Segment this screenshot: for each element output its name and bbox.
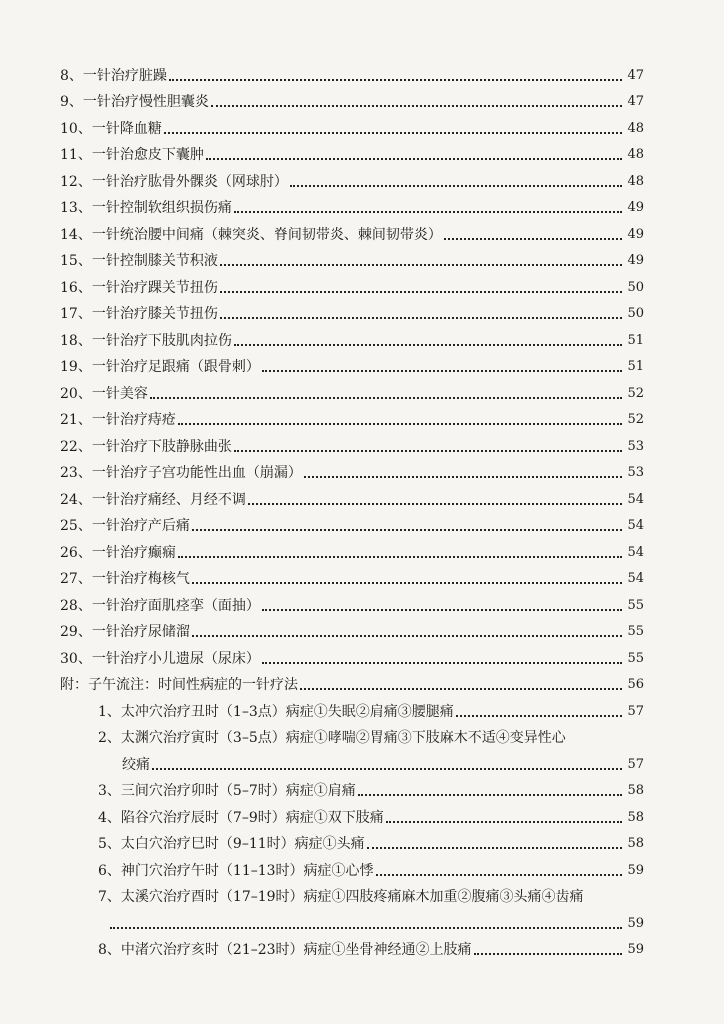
toc-entry [60, 535, 644, 562]
toc-entry [60, 244, 644, 271]
entry-number: 1、 [98, 703, 121, 720]
entry-number: 30、 [60, 650, 92, 667]
toc-entry [60, 297, 644, 324]
toc-entry [60, 509, 644, 536]
leader-dots [150, 393, 622, 399]
entry-number: 23、 [60, 465, 92, 481]
leader-dots [220, 313, 622, 319]
appendix-title: 子午流注：时间性病症的一针疗法 [88, 677, 298, 693]
entry-title: 陷谷穴治疗辰时（7–9时）病症①双下肢痛 [120, 809, 384, 826]
leader-dots [152, 764, 622, 770]
entry-page: 57 [627, 703, 644, 719]
toc-entry [60, 138, 644, 165]
toc-entry [60, 482, 644, 509]
entry-title: 一针治疗下肢静脉曲张 [91, 438, 232, 455]
entry-title: 太白穴治疗巳时（9–11时）病症①头痛 [120, 836, 365, 852]
toc-entry [60, 164, 644, 191]
entry-title: 一针降血糖 [91, 120, 162, 137]
appendix-sub-entry [60, 721, 644, 748]
appendix-label: 附： [60, 677, 88, 693]
toc-entry [60, 323, 644, 350]
entry-number: 25、 [60, 518, 92, 534]
toc-entry [60, 191, 644, 218]
entry-title: 一针统治腰中间痛（棘突炎、脊间韧带炎、棘间韧带炎） [91, 226, 442, 243]
entry-title: 三间穴治疗卯时（5–7时）病症①肩痛 [120, 783, 356, 799]
entry-page: 48 [627, 147, 644, 162]
entry-title: 一针治疗癫痫 [91, 544, 176, 561]
leader-dots [300, 684, 622, 690]
entry-title: 一针治疗尿储溜 [91, 624, 190, 640]
entry-title: 一针治疗踝关节扭伤 [91, 279, 218, 296]
entry-number: 27、 [60, 571, 92, 587]
appendix-sub-entry [60, 827, 644, 854]
entry-number: 10、 [60, 120, 92, 137]
entry-page: 53 [627, 438, 644, 454]
entry-number: 12、 [60, 173, 92, 190]
entry-page: 47 [627, 94, 644, 109]
leader-dots [234, 207, 622, 213]
leader-dots [358, 790, 622, 796]
entry-page: 49 [627, 226, 644, 242]
appendix-entry [60, 668, 644, 695]
entry-number: 8、 [98, 942, 121, 958]
appendix-sub-entry [60, 694, 644, 721]
appendix-sub-entry-continuation [60, 906, 644, 933]
leader-dots [290, 181, 622, 187]
entry-page: 49 [627, 253, 644, 268]
entry-title: 太渊穴治疗寅时（3–5点）病症①哮喘②胃痛③下肢麻木不适④变异性心 [120, 730, 566, 746]
entry-page: 53 [627, 465, 644, 480]
toc-entry [60, 429, 644, 456]
entry-title: 一针治疗痛经、月经不调 [91, 491, 246, 508]
entry-title: 一针治疗慢性胆囊炎 [82, 94, 209, 110]
entry-number: 2、 [98, 730, 121, 746]
entry-page: 54 [627, 544, 644, 560]
entry-page: 52 [627, 412, 644, 427]
leader-dots [367, 843, 622, 849]
entry-number: 28、 [60, 597, 92, 614]
toc-entry [60, 350, 644, 377]
entry-page: 58 [627, 836, 644, 851]
entry-page: 59 [627, 915, 644, 931]
entry-title: 一针治疗小儿遗尿（尿床） [91, 650, 260, 667]
entry-page: 48 [627, 120, 644, 136]
entry-page: 59 [627, 942, 644, 957]
entry-page: 51 [627, 332, 644, 348]
leader-dots [234, 446, 622, 452]
entry-title: 一针治疗梅核气 [91, 571, 190, 587]
entry-number: 17、 [60, 306, 92, 322]
leader-dots [164, 128, 622, 134]
entry-number: 19、 [60, 359, 92, 375]
entry-page: 49 [627, 200, 644, 215]
entry-title-continued: 绞痛 [122, 756, 150, 773]
entry-title: 一针治疗痔疮 [91, 412, 176, 428]
entry-page: 54 [627, 571, 644, 586]
toc-entry [60, 58, 644, 85]
entry-page: 54 [627, 491, 644, 507]
entry-number: 26、 [60, 544, 92, 561]
entry-title: 一针控制膝关节积液 [91, 253, 218, 269]
toc-entry [60, 270, 644, 297]
entry-title: 神门穴治疗午时（11–13时）病症①心悸 [120, 862, 374, 879]
entry-page: 47 [627, 67, 644, 83]
toc-entry [60, 403, 644, 430]
leader-dots [110, 923, 622, 929]
entry-number: 8、 [60, 67, 83, 84]
toc-entry [60, 217, 644, 244]
entry-number: 20、 [60, 385, 92, 402]
entry-page: 52 [627, 385, 644, 401]
leader-dots [220, 287, 622, 293]
entry-title: 太溪穴治疗酉时（17–19时）病症①四肢疼痛麻木加重②腹痛③头痛④齿痛 [120, 889, 584, 905]
appendix-sub-entry [60, 933, 644, 960]
entry-title: 一针治疗面肌痉挛（面抽） [91, 597, 260, 614]
entry-title: 一针治疗产后痛 [91, 518, 190, 534]
entry-number: 18、 [60, 332, 92, 349]
entry-page: 54 [627, 518, 644, 533]
toc-entry [60, 456, 644, 483]
entry-number: 13、 [60, 200, 92, 216]
entry-number: 3、 [98, 783, 121, 799]
leader-dots [304, 472, 622, 478]
leader-dots [192, 525, 622, 531]
entry-number: 11、 [60, 147, 92, 163]
entry-title: 一针治疗下肢肌肉拉伤 [91, 332, 232, 349]
toc-entry [60, 85, 644, 112]
leader-dots [456, 711, 622, 717]
appendix-sub-entry [60, 853, 644, 880]
leader-dots [386, 817, 622, 823]
entry-number: 16、 [60, 279, 92, 296]
leader-dots [220, 260, 622, 266]
leader-dots [169, 75, 622, 81]
table-of-contents [60, 58, 644, 959]
entry-number: 24、 [60, 491, 92, 508]
appendix-sub-entry [60, 774, 644, 801]
entry-title: 一针治愈皮下囊肿 [91, 147, 204, 163]
toc-entry [60, 562, 644, 589]
leader-dots [192, 631, 622, 637]
entry-title: 一针治疗子宫功能性出血（崩漏） [91, 465, 302, 481]
toc-entry [60, 615, 644, 642]
entry-number: 4、 [98, 809, 121, 826]
entry-page: 55 [627, 597, 644, 613]
leader-dots [178, 552, 622, 558]
toc-entry [60, 376, 644, 403]
leader-dots [262, 605, 622, 611]
entry-page: 58 [627, 783, 644, 798]
entry-title: 一针治疗足跟痛（跟骨刺） [91, 359, 260, 375]
entry-title: 一针控制软组织损伤痛 [91, 200, 232, 216]
entry-title: 中渚穴治疗亥时（21–23时）病症①坐骨神经通②上肢痛 [120, 942, 472, 958]
entry-page: 50 [627, 306, 644, 321]
entry-number: 21、 [60, 412, 92, 428]
entry-page: 55 [627, 650, 644, 666]
toc-entry [60, 641, 644, 668]
leader-dots [178, 419, 622, 425]
entry-number: 22、 [60, 438, 92, 455]
entry-page: 56 [627, 677, 644, 692]
entry-page: 57 [627, 756, 644, 772]
entry-page: 51 [627, 359, 644, 374]
entry-number: 14、 [60, 226, 92, 243]
entry-title: 一针美容 [91, 385, 148, 402]
entry-title: 一针治疗肱骨外髁炎（网球肘） [91, 173, 288, 190]
leader-dots [262, 366, 622, 372]
entry-title: 一针治疗脏躁 [82, 67, 167, 84]
leader-dots [192, 578, 622, 584]
leader-dots [474, 949, 622, 955]
entry-page: 55 [627, 624, 644, 639]
toc-entry [60, 111, 644, 138]
entry-number: 9、 [60, 94, 83, 110]
entry-title: 太冲穴治疗丑时（1–3点）病症①失眠②肩痛③腰腿痛 [120, 703, 454, 720]
entry-page: 58 [627, 809, 644, 825]
leader-dots [234, 340, 622, 346]
appendix-sub-entry [60, 800, 644, 827]
entry-page: 59 [627, 862, 644, 878]
appendix-sub-entry-continuation [60, 747, 644, 774]
entry-page: 48 [627, 173, 644, 189]
entry-number: 5、 [98, 836, 121, 852]
toc-entry [60, 588, 644, 615]
entry-number: 7、 [98, 889, 121, 905]
entry-page: 50 [627, 279, 644, 295]
leader-dots [444, 234, 622, 240]
entry-number: 29、 [60, 624, 92, 640]
leader-dots [206, 154, 622, 160]
leader-dots [262, 658, 622, 664]
leader-dots [376, 870, 622, 876]
entry-number: 15、 [60, 253, 92, 269]
leader-dots [211, 101, 622, 107]
appendix-sub-entry [60, 880, 644, 907]
leader-dots [248, 499, 622, 505]
entry-number: 6、 [98, 862, 121, 879]
entry-title: 一针治疗膝关节扭伤 [91, 306, 218, 322]
